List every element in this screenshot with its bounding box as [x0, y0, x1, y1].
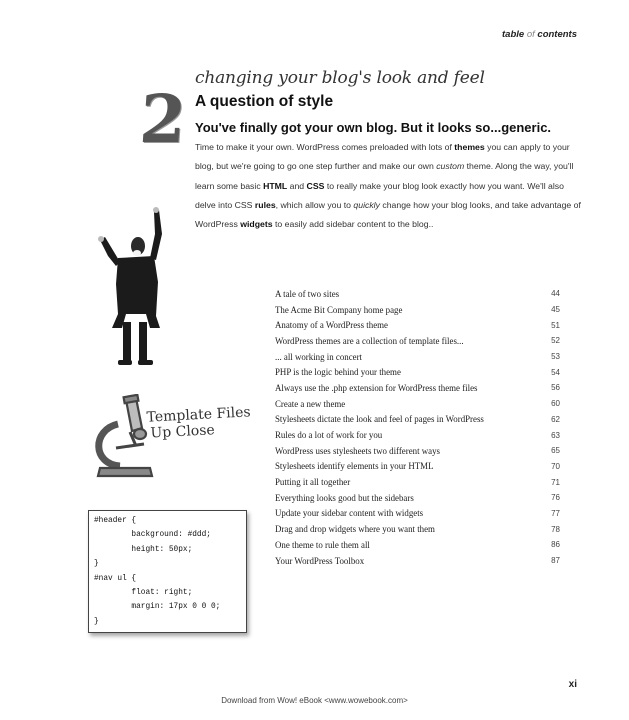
toc-entry[interactable]	[275, 302, 560, 318]
footer-credit: Download from Wow! eBook <www.wowebook.com>	[221, 696, 408, 705]
toc-entry-page: 51	[551, 320, 560, 330]
chapter-title: A question of style	[195, 93, 334, 110]
running-head-word: of	[526, 29, 535, 40]
toc-entry-title: ... all working in concert	[275, 351, 362, 362]
toc-entry-title: Always use the .php extension for WordPress theme files	[275, 382, 478, 393]
toc-entry[interactable]	[275, 427, 560, 443]
toc-entry-title: The Acme Bit Company home page	[275, 304, 403, 315]
toc-entry-title: Stylesheets identify elements in your HTML	[275, 461, 434, 472]
toc-entry-page: 53	[551, 352, 560, 362]
toc-entry-title: Anatomy of a WordPress theme	[275, 320, 388, 331]
toc-entry-page: 62	[551, 414, 560, 424]
toc-entry[interactable]	[275, 537, 560, 553]
toc-entry[interactable]	[275, 396, 560, 412]
toc-entry[interactable]	[275, 364, 560, 380]
toc-entry[interactable]	[275, 333, 560, 349]
table-of-contents	[275, 286, 560, 568]
toc-entry[interactable]	[275, 349, 560, 365]
toc-entry-title: Rules do a lot of work for you	[275, 430, 383, 441]
page-number: xi	[568, 679, 577, 690]
toc-entry-page: 78	[551, 524, 560, 534]
toc-entry-title: Putting it all together	[275, 477, 351, 488]
chapter-subtitle: changing your blog's look and feel	[195, 68, 485, 88]
toc-entry[interactable]	[275, 459, 560, 475]
toc-entry[interactable]	[275, 443, 560, 459]
toc-entry-title: A tale of two sites	[275, 288, 340, 299]
toc-entry-page: 65	[551, 446, 560, 456]
template-files-label	[146, 404, 252, 441]
chapter-number: 2	[137, 80, 189, 158]
toc-entry[interactable]	[275, 474, 560, 490]
running-head	[502, 29, 577, 40]
label-line: Template Files	[146, 404, 252, 426]
toc-entry[interactable]	[275, 317, 560, 333]
label-line: Up Close	[150, 422, 216, 442]
toc-entry[interactable]	[275, 380, 560, 396]
toc-entry-page: 60	[551, 399, 560, 409]
toc-entry-page: 54	[551, 367, 560, 377]
toc-entry-page: 45	[551, 305, 560, 315]
toc-entry[interactable]	[275, 506, 560, 522]
toc-entry-page: 44	[551, 289, 560, 299]
toc-entry[interactable]	[275, 490, 560, 506]
code-text: #header { background: #ddd; height: 50px; } #nav ul { float: right; margin: 17px 0 0 0; }	[94, 517, 221, 626]
toc-entry-title: Your WordPress Toolbox	[275, 555, 365, 566]
toc-entry-title: PHP is the logic behind your theme	[275, 367, 401, 378]
toc-entry-page: 70	[551, 461, 560, 471]
css-code-sample	[88, 510, 247, 633]
toc-entry-page: 76	[551, 493, 560, 503]
toc-entry[interactable]	[275, 521, 560, 537]
chapter-lead: You've finally got your own blog. But it looks so...generic.	[195, 120, 552, 135]
toc-entry-title: Create a new theme	[275, 398, 346, 409]
toc-entry-page: 71	[551, 477, 560, 487]
toc-entry-page: 52	[551, 336, 560, 346]
toc-entry-page: 77	[551, 508, 560, 518]
toc-entry-title: WordPress themes are a collection of template files...	[275, 335, 464, 346]
toc-entry-page: 63	[551, 430, 560, 440]
toc-entry-title: WordPress uses stylesheets two different ways	[275, 445, 441, 456]
toc-entry-page: 86	[551, 540, 560, 550]
chapter-intro: Time to make it your own. WordPress comes preloaded with lots of themes you can apply to your blog, but we're going to go one step further and make our own custom theme. Along the way, you'll learn some basic HTML and CSS to really make your blog look exactly how you want. We'll also delve into CSS rules, which allow you to quickly change how your blog looks, and take advantage of WordPress widgets to easily add sidebar content to the blog..	[195, 142, 581, 230]
man-figure-image	[96, 204, 170, 370]
toc-entry-title: One theme to rule them all	[275, 539, 370, 550]
toc-entry-title: Drag and drop widgets where you want them	[275, 524, 435, 535]
toc-entry[interactable]	[275, 286, 560, 302]
toc-entry-title: Update your sidebar content with widgets	[275, 508, 424, 519]
toc-entry[interactable]	[275, 412, 560, 428]
toc-entry-title: Everything looks good but the sidebars	[275, 492, 414, 503]
toc-entry-page: 56	[551, 383, 560, 393]
toc-entry-title: Stylesheets dictate the look and feel of pages in WordPress	[275, 414, 484, 425]
toc-entry[interactable]	[275, 553, 560, 569]
running-head-word: table	[502, 29, 525, 40]
running-head-word: contents	[537, 29, 577, 40]
toc-entry-page: 87	[551, 556, 560, 566]
